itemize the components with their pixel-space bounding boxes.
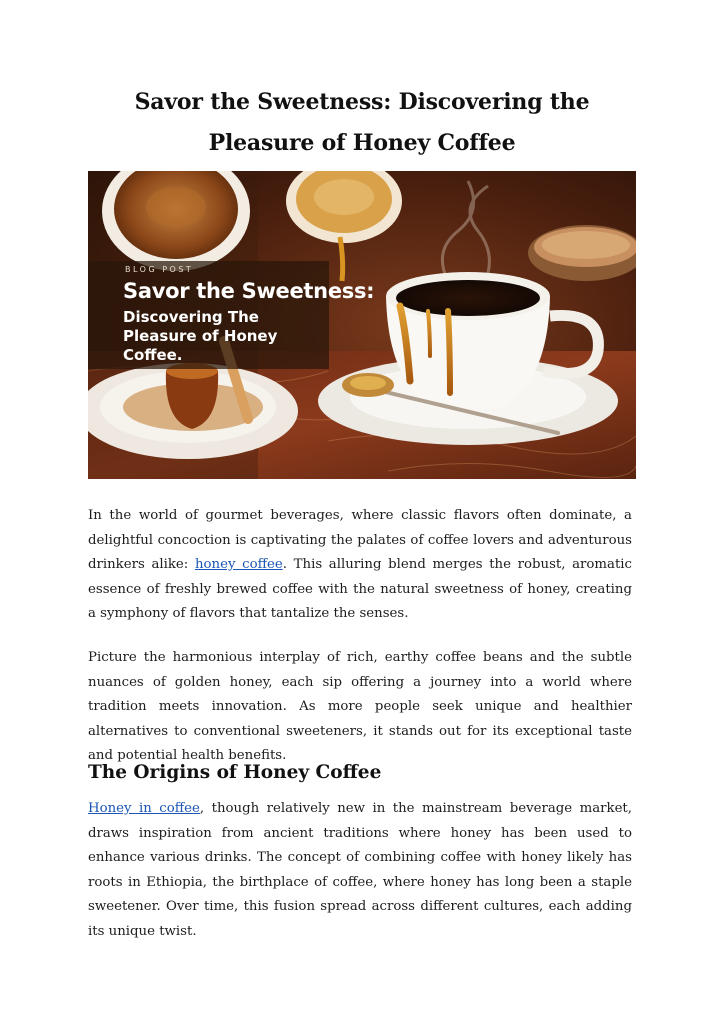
- intro-paragraph: [88, 504, 632, 627]
- intro-text-end: . This alluring blend merges the robust, aromatic essence of freshly brewed coffee with the natural sweetness of honey, creating a symphony of flavors that tantalize the senses.: [88, 557, 632, 622]
- hero-image: [88, 171, 636, 479]
- page-title: Savor the Sweetness: Discovering the Pleasure of Honey Coffee: [134, 89, 590, 156]
- origins-text: , though relatively new in the mainstream beverage market, draws inspiration from ancient traditions where honey has been used to enhance various drinks. The concept of combining coffee with honey likely has roots in Ethiopia, the birthplace of coffee, where honey has long been a staple sweetener. Over time, this fusion spread across different cultures, each adding its unique twist.: [88, 801, 633, 939]
- hero-heading-rest: Discovering The Pleasure of Honey Coffee.: [123, 308, 278, 364]
- second-paragraph: Picture the harmonious interplay of rich, earthy coffee beans and the subtle nuances of golden honey, each sip offering a journey into a world where tradition meets innovation. As more people seek unique and healthier alternatives to conventional sweeteners, it stands out for its exceptional taste and potential health benefits.: [88, 650, 632, 764]
- section-heading-origins: The Origins of Honey Coffee: [88, 762, 382, 783]
- honey-in-coffee-link[interactable]: Honey in coffee: [88, 801, 200, 816]
- intro-text-start: In the world of gourmet beverages, where classic flavors often dominate, a delightful concoction is captivating the palates of coffee lovers and adventurous drinkers alike:: [88, 508, 632, 573]
- hero-heading-line1: Savor the Sweetness:: [123, 279, 375, 303]
- hero-kicker: BLOG POST: [125, 265, 194, 274]
- origins-paragraph: [88, 797, 632, 945]
- honey-coffee-link[interactable]: honey coffee: [194, 557, 283, 573]
